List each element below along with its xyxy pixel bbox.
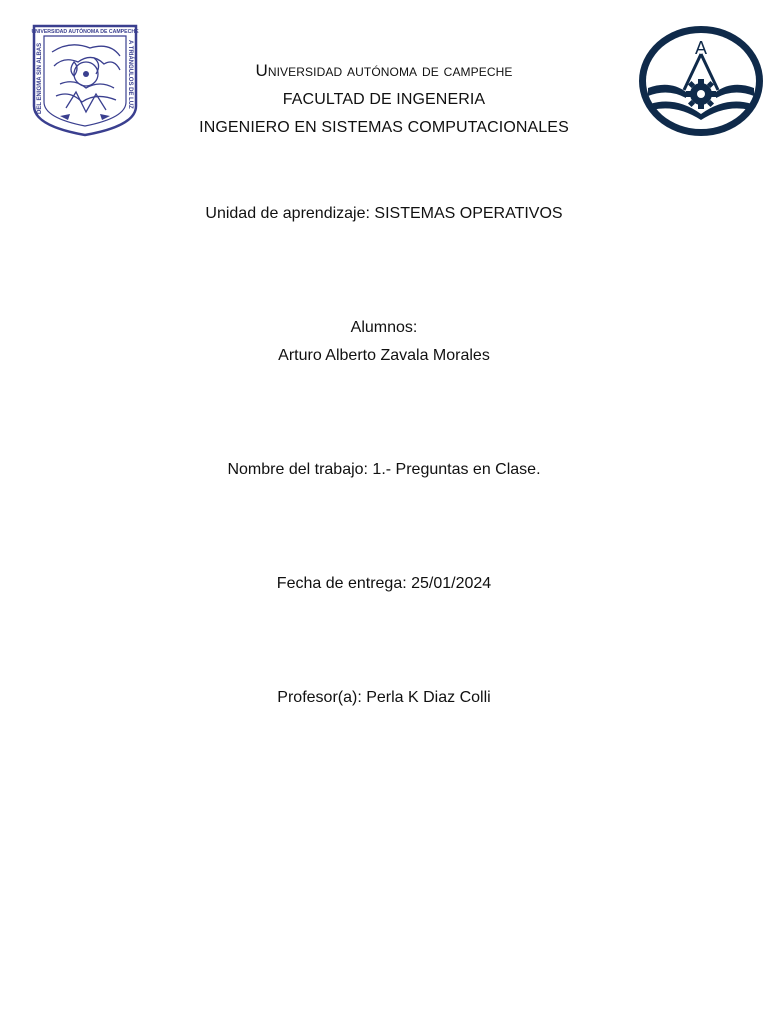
career-name: INGENIERO EN SISTEMAS COMPUTACIONALES [199, 119, 569, 136]
faculty-name: FACULTAD DE INGENERIA [282, 91, 486, 108]
work-title-line: Nombre del trabajo: 1.- Preguntas en Clase. [227, 461, 541, 478]
seal-left-text: DEL ENIGMA SIN ALBAS [37, 42, 43, 114]
due-date-line: Fecha de entrega: 25/01/2024 [276, 575, 492, 592]
students-label: Alumnos: [350, 319, 418, 336]
seal-right-text: A TRIÁNGULOS DE LUZ [127, 40, 133, 109]
university-name: Universidad autónoma de campeche [255, 61, 513, 80]
emblem-letter: A [694, 38, 708, 58]
course-line: Unidad de aprendizaje: SISTEMAS OPERATIVOS [205, 205, 563, 222]
teacher-line: Profesor(a): Perla K Diaz Colli [277, 689, 491, 706]
seal-top-text: UNIVERSIDAD AUTÓNOMA DE CAMPECHE [31, 29, 139, 35]
student-name: Arturo Alberto Zavala Morales [278, 347, 490, 364]
